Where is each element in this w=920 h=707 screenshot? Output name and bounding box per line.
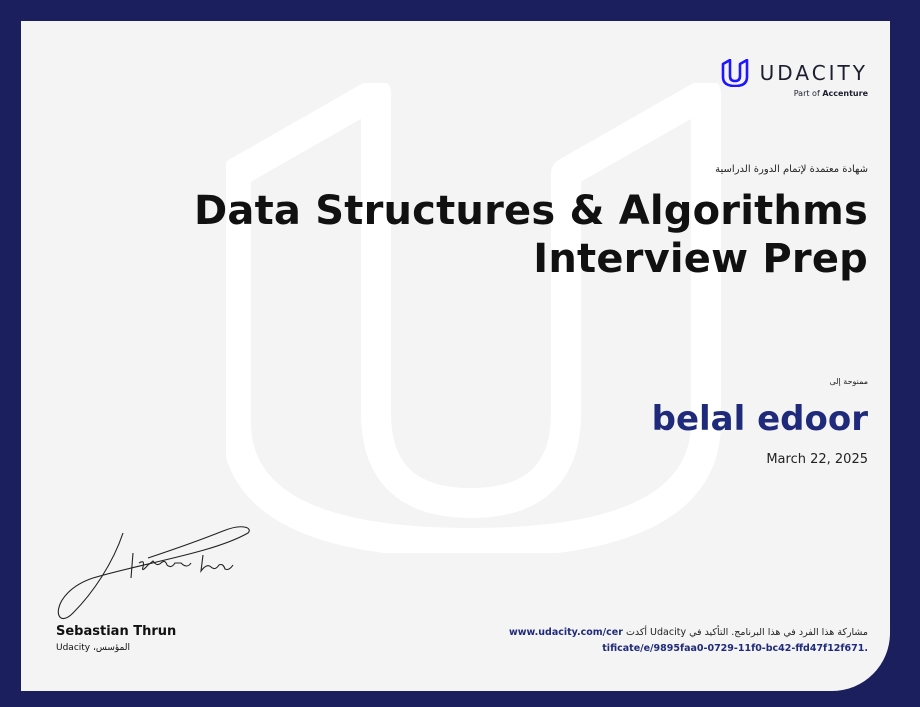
verification-line-1 (509, 625, 868, 641)
verification-url-part2[interactable]: tificate/e/9895faa0-0729-11f0-bc42-ffd47f12f671. (602, 643, 868, 654)
signer-name: Sebastian Thrun (56, 624, 177, 639)
course-title: Data Structures & Algorithms Interview Prep (194, 188, 868, 282)
verification-text: أكدت Udacity مشاركة هذا الفرد في هذا البرنامج. التأكيد في (625, 627, 868, 638)
verification-url-part1[interactable]: www.udacity.com/cer (508, 627, 623, 638)
verification-note (509, 625, 868, 657)
brand-name: UDACITY (759, 61, 868, 85)
tagline-company: Accenture (822, 89, 868, 98)
udacity-u-icon (720, 59, 750, 87)
certificate-type-label: شهادة معتمدة لإتمام الدورة الدراسية (715, 164, 868, 175)
certificate-sheet (21, 21, 890, 691)
awarded-to-label: ممنوحة إلى (829, 377, 868, 386)
brand-tagline (720, 89, 868, 98)
recipient-name: belal edoor (651, 399, 868, 439)
udacity-logo (720, 59, 868, 98)
signature-image (53, 523, 253, 623)
tagline-prefix: Part of (793, 89, 820, 98)
issue-date: March 22, 2025 (766, 452, 868, 467)
udacity-watermark-icon (226, 83, 726, 553)
signer-role: Udacity ،المؤسس (56, 643, 131, 653)
